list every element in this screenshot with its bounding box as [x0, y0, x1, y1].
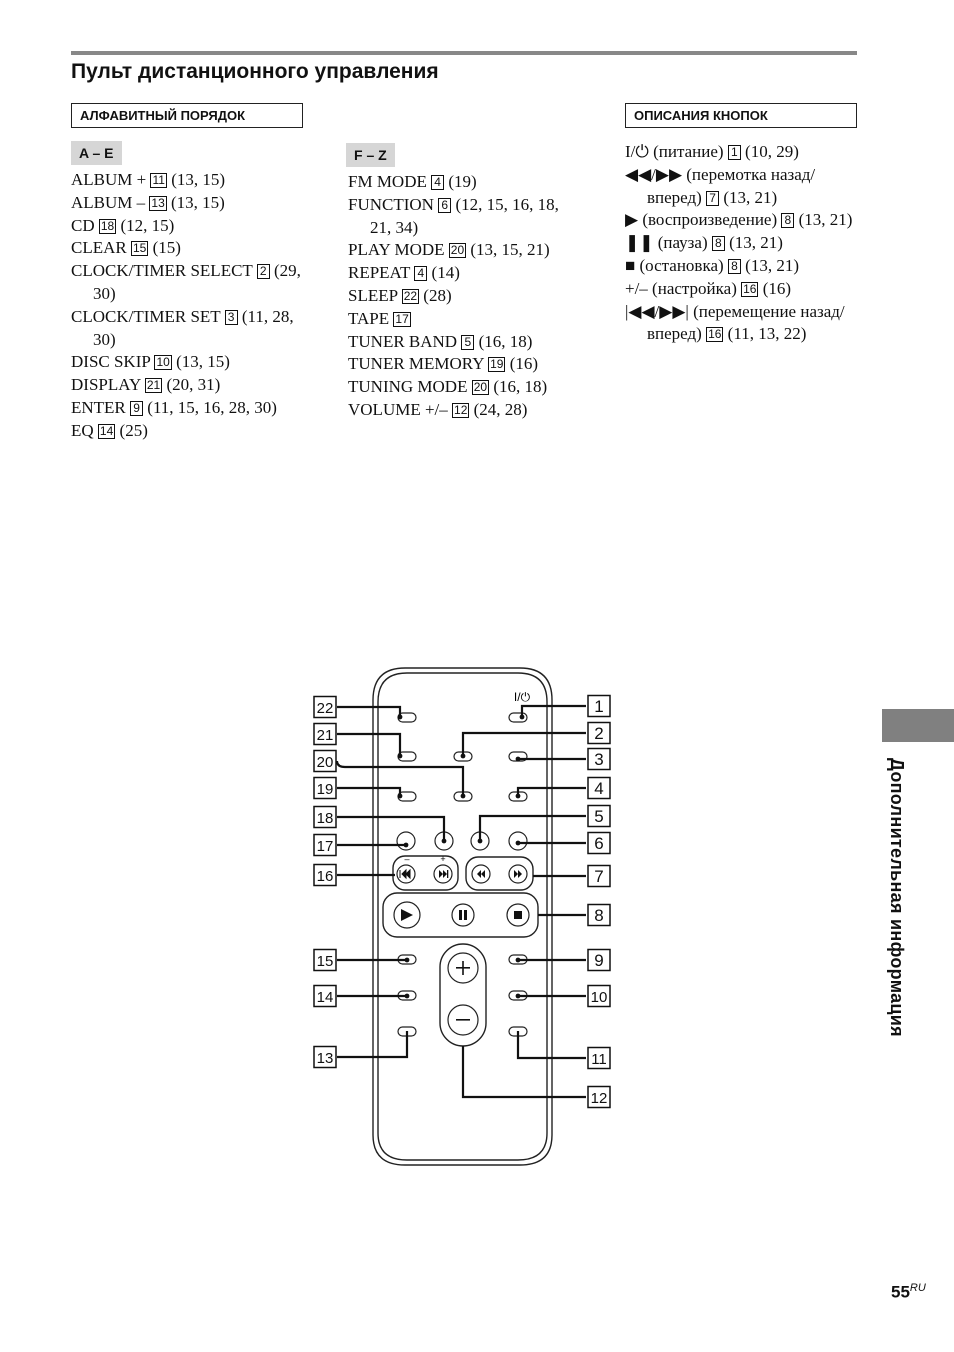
entry-callout-number: 4 [431, 175, 444, 190]
entry-callout-number: 15 [132, 241, 147, 256]
entry-label: VOLUME +/– [348, 399, 448, 419]
stop-icon [514, 911, 522, 919]
pause-button [452, 904, 474, 926]
callout-number: 4 [594, 779, 604, 798]
entry-pages: (11, 28, 30) [93, 306, 294, 349]
entry-pages: (13, 21) [729, 233, 783, 253]
section-side-label: Дополнительная информация [887, 758, 907, 1037]
callout-number: 3 [594, 750, 604, 769]
entry-callout-number: 18 [100, 218, 115, 233]
entry-pages: (14) [431, 263, 460, 283]
entry-pages: (16, 18) [478, 331, 533, 351]
entry-label: PLAY MODE [348, 240, 445, 260]
entry-pages: (28) [423, 285, 452, 305]
entry-callout-number: 22 [403, 288, 418, 303]
page-suffix: RU [909, 1282, 926, 1294]
entry-label: EQ [71, 420, 94, 440]
entry-label: DISPLAY [71, 375, 141, 395]
power-label: I/⏻ [513, 690, 531, 704]
entry-label: I/⏻ (питание) [625, 142, 724, 161]
entry-callout-number: 7 [706, 191, 719, 206]
button-descriptions-heading: ОПИСАНИЯ КНОПОК [625, 103, 857, 128]
minus-label: – [404, 854, 410, 864]
entry-callout-number: 12 [454, 402, 468, 417]
callout-number: 12 [590, 1090, 608, 1107]
entry-pages: (13, 15) [176, 352, 230, 372]
entry-pages: (10, 29) [745, 142, 799, 161]
entry-callout-number: 8 [781, 213, 794, 228]
entry-pages: (13, 15) [171, 192, 225, 212]
entry-callout-number: 13 [151, 195, 165, 210]
entry-pages: (16) [762, 278, 792, 298]
callout-number: 7 [594, 867, 604, 886]
entry-pages: (13, 21) [745, 255, 799, 275]
callout-number: 2 [594, 724, 604, 743]
entry-pages: (16, 18) [493, 377, 548, 397]
entry-pages: (13, 15) [171, 170, 226, 189]
callout-number: 15 [316, 953, 334, 970]
entry-callout-number: 19 [490, 357, 504, 372]
callout-number: 22 [316, 700, 334, 717]
callout-number: 20 [316, 754, 334, 771]
entry-callout-number: 21 [146, 378, 161, 393]
entry-label: TUNER BAND [348, 331, 458, 351]
entry-label: ■ (остановка) [625, 255, 724, 275]
callout-number: 16 [316, 868, 334, 885]
minus-icon [456, 1019, 470, 1021]
entry-pages: (29, 30) [93, 261, 301, 303]
entry-label: CD [71, 215, 95, 235]
entry-label: TAPE [348, 308, 390, 328]
entry-callout-number: 16 [708, 327, 722, 342]
entry-pages: (19) [448, 172, 477, 191]
entry-callout-number: 1 [728, 145, 741, 160]
callout-number: 21 [316, 727, 334, 744]
callout-number: 5 [594, 807, 604, 826]
entry-label: REPEAT [348, 263, 411, 283]
entry-label: TUNING MODE [348, 377, 468, 397]
plus-label: + [440, 854, 446, 864]
entry-pages: (25) [119, 420, 148, 440]
entry-label: ALBUM + [71, 170, 147, 189]
entry-callout-number: 17 [395, 311, 409, 326]
entry-label: ▶ (воспроизведение) [625, 210, 778, 230]
page-title: Пульт дистанционного управления [71, 60, 439, 83]
entry-callout-number: 20 [473, 380, 488, 395]
entry-label: FM MODE [348, 172, 427, 191]
entry-pages: (20, 31) [166, 375, 221, 395]
callout-number: 18 [316, 810, 334, 827]
entry-label: TUNER MEMORY [348, 354, 484, 374]
entry-callout-number: 14 [99, 423, 114, 438]
entry-callout-number: 6 [438, 198, 451, 213]
entry-callout-number: 8 [712, 236, 725, 251]
entry-label: ◀◀/▶▶ (перемотка назад/вперед) [625, 164, 816, 207]
entry-label: FUNCTION [348, 194, 434, 214]
callout-number: 17 [316, 838, 334, 855]
callout-number: 8 [594, 906, 604, 925]
callout-number: 6 [594, 834, 604, 853]
callout-number: 19 [316, 781, 334, 798]
entry-callout-number: 20 [450, 243, 465, 258]
entry-callout-number: 3 [225, 310, 238, 325]
entry-callout-number: 4 [414, 266, 427, 281]
entry-pages: (12, 15, 16, 18, 21, 34) [370, 194, 559, 237]
entry-callout-number: 5 [461, 335, 474, 350]
entry-pages: (24, 28) [473, 399, 528, 419]
entry-pages: (12, 15) [120, 215, 175, 235]
page-number-value: 55 [891, 1282, 910, 1302]
entry-callout-number: 10 [156, 355, 170, 370]
entry-pages: (13, 21) [798, 210, 853, 230]
entry-pages: (11, 13, 22) [727, 324, 807, 344]
entry-pages: (13, 15, 21) [470, 240, 550, 260]
section-tab-marker [882, 709, 954, 742]
entry-pages: (11, 15, 16, 28, 30) [147, 397, 277, 417]
entry-callout-number: 8 [728, 259, 741, 274]
entry-callout-number: 16 [743, 281, 757, 296]
callout-number: 9 [594, 951, 604, 970]
page-number [891, 1282, 926, 1303]
entry-label: |◀◀/▶▶| (перемещение назад/вперед) [625, 301, 845, 344]
entry-callout-number: 9 [130, 401, 143, 416]
entry-pages: (13, 21) [723, 187, 778, 207]
entry-label: CLOCK/TIMER SET [71, 306, 221, 326]
entry-label: DISC SKIP [71, 352, 151, 372]
callout-number: 14 [316, 989, 334, 1006]
entry-label: ALBUM – [71, 192, 146, 212]
callout-number: 13 [316, 1050, 334, 1067]
entry-callout-number: 11 [152, 173, 165, 187]
entry-label: +/– (настройка) [625, 278, 737, 298]
leader-lines [337, 706, 586, 1097]
callout-number: 10 [590, 989, 608, 1006]
callout-number: 1 [594, 697, 604, 716]
entry-label: ENTER [71, 397, 126, 417]
entry-label: SLEEP [348, 285, 398, 305]
entry-callout-number: 2 [257, 264, 270, 279]
alpha-order-heading: АЛФАВИТНЫЙ ПОРЯДОК [71, 103, 303, 128]
entry-pages: (15) [152, 238, 181, 258]
pause-icon [459, 910, 462, 920]
tag-f-z: F – Z [346, 143, 395, 167]
entry-pages: (16) [509, 354, 539, 374]
entry-label: CLOCK/TIMER SELECT [71, 261, 253, 281]
callout-number: 11 [591, 1051, 607, 1068]
entry-label: ❚❚ (пауза) [625, 233, 708, 253]
entry-label: CLEAR [71, 238, 127, 258]
tag-a-e: A – E [71, 141, 122, 165]
